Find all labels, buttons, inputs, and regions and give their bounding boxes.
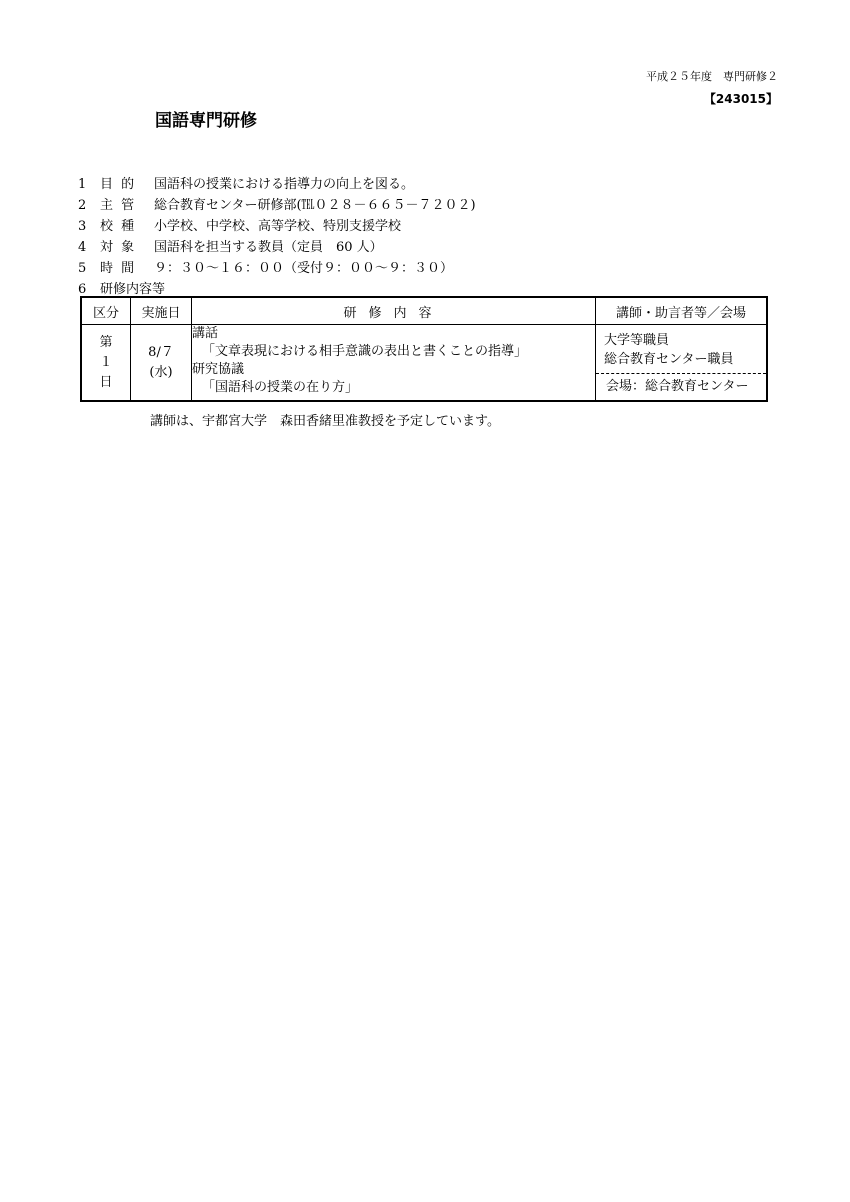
header-date: 実施日 (131, 297, 192, 325)
info-item-target (78, 237, 476, 258)
item-value: 小学校、中学校、高等学校、特別支援学校 (154, 219, 402, 234)
item-label: 校 種 (100, 219, 137, 234)
division-cell: 第 １ 日 (81, 325, 131, 402)
instructor-cell (596, 325, 768, 402)
page-title: 国語専門研修 (155, 111, 257, 131)
item-label: 対 象 (100, 240, 137, 255)
info-item-school-type (78, 216, 476, 237)
item-number: 4 (78, 240, 87, 255)
year-label: 平成２５年度 専門研修２ (646, 70, 778, 83)
item-label: 主 管 (100, 198, 137, 213)
document-header (646, 66, 778, 110)
date-cell (131, 325, 192, 402)
item-number: 1 (78, 177, 87, 192)
venue: 会場：総合教育センター (606, 379, 749, 394)
info-item-purpose (78, 174, 476, 195)
schedule-table (80, 296, 768, 402)
content-line: 「国語科の授業の在り方」 (202, 380, 359, 395)
item-value: 総合教育センター研修部(℡０２８－６６５－７２０２) (154, 198, 476, 213)
header-instructor: 講師・助言者等／会場 (596, 297, 768, 325)
table-row (81, 325, 767, 402)
info-list (78, 174, 476, 300)
info-item-time (78, 258, 476, 279)
info-item-organizer (78, 195, 476, 216)
item-label: 時 間 (100, 261, 137, 276)
item-label: 研修内容等 (100, 282, 166, 297)
instructor-note: 講師は、宇都宮大学 森田香緒里准教授を予定しています。 (150, 414, 500, 429)
content-line: 研究協議 (192, 362, 245, 377)
item-number: 5 (78, 261, 87, 276)
date: 8/７ (148, 344, 174, 360)
instructor-list: 大学等職員 総合教育センター職員 (596, 325, 766, 374)
item-value: ９：３０～１６：００（受付９：００～９：３０） (154, 261, 454, 276)
content-line: 「文章表現における相手意識の表出と書くことの指導」 (202, 344, 528, 359)
item-label: 目 的 (100, 177, 137, 192)
content-line: 講話 (192, 326, 219, 341)
item-value: 国語科を担当する教員（定員 60 人） (154, 240, 383, 255)
content-cell (192, 325, 596, 402)
item-number: 2 (78, 198, 87, 213)
item-value: 国語科の授業における指導力の向上を図る。 (154, 177, 415, 192)
course-code: 【243015】 (703, 92, 778, 106)
table-header-row (81, 297, 767, 325)
weekday: (水) (149, 364, 173, 380)
header-content: 研修内容 (192, 297, 596, 325)
item-number: 3 (78, 219, 87, 234)
item-number: 6 (78, 282, 87, 297)
header-division: 区分 (81, 297, 131, 325)
